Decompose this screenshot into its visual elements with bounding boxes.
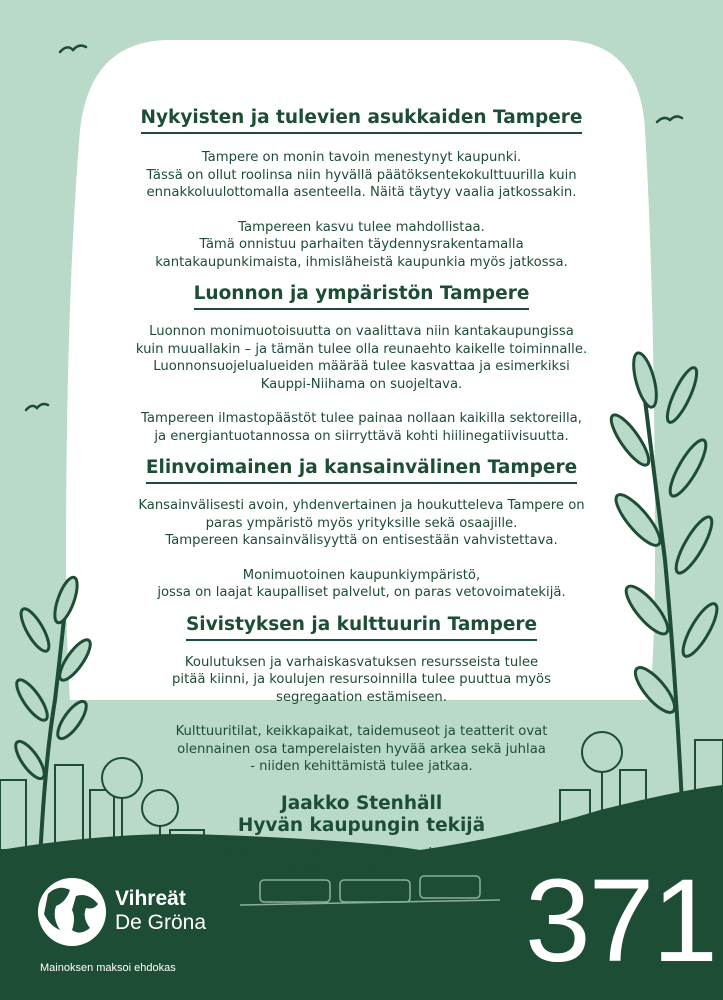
text-line: Koulutuksen ja varhaiskasvatuksen resursseista tulee [184, 654, 539, 670]
globe-logo-icon [38, 878, 106, 946]
brand-name-fi: Vihreät [115, 887, 186, 910]
paragraph [90, 219, 633, 272]
section-1 [90, 107, 633, 271]
text-line: - niiden kehittämistä tulee jatkaa. [250, 759, 473, 774]
section-heading: Luonnon ja ympäristön Tampere [194, 283, 530, 310]
text-line: Luonnonsuojelualueiden määrää tulee kasvattaa ja esimerkiksi [153, 359, 570, 374]
candidate-title: DI, kaupunginvaltuuston varapuheenjohtaja [216, 845, 507, 861]
candidate-name: Jaakko Stenhäll [280, 792, 443, 814]
text-line: olennainen osa tamperelaisten hyvää arkea sekä juhlaa [177, 741, 546, 757]
text-line: Tampereen kansainvälisyyttä on entisestään vahvistettava. [165, 533, 558, 548]
text-line: Tämä onnistuu parhaiten täydennysrakentamalla [199, 237, 524, 252]
paragraph [90, 410, 633, 445]
section-heading: Nykyisten ja tulevien asukkaiden Tampere [141, 107, 583, 134]
candidate-slogan: Hyvän kaupungin tekijä [237, 814, 486, 836]
text-line: paras ympäristö myös yrityksille sekä osaajille. [205, 515, 518, 531]
text-line: Luonnon monimuotoisuutta on vaalittava niin kantakaupungissa [149, 324, 574, 339]
text-line: Kulttuuritilat, keikkapaikat, taidemuseot ja teatterit ovat [175, 724, 548, 739]
candidate-number: 371 [525, 855, 716, 987]
text-line: Kauppi-Niihama on suojeltava. [260, 376, 463, 392]
text-line: Tampereen ilmastopäästöt tulee painaa nollaan kaikilla sektoreilla, [141, 411, 582, 426]
text-line: Tampereen kasvu tulee mahdollistaa. [238, 219, 485, 235]
candidate-website[interactable]: www.jaakkostenhall.fi [290, 863, 433, 878]
text-line: jossa on laajat kaupalliset palvelut, on paras vetovoimatekijä. [157, 585, 566, 600]
text-line: ja energiantuotannossa on siirryttävä kohti hiilinegatiivisuutta. [154, 428, 569, 444]
section-heading: Elinvoimainen ja kansainvälinen Tampere [146, 457, 577, 484]
section-4 [90, 614, 633, 776]
paragraph [90, 323, 633, 393]
section-2 [90, 283, 633, 445]
section-3 [90, 457, 633, 602]
article [90, 100, 633, 880]
brand-name-sv: De Gröna [115, 911, 207, 934]
text-line: kuin muuallakin – ja tämän tulee olla reunaehto kaikelle toiminnalle. [135, 341, 588, 357]
text-line: Tampere on monin tavoin menestynyt kaupunki. [201, 150, 522, 165]
text-line: Monimuotoinen kaupunkiympäristö, [242, 567, 481, 583]
text-line: segregaation estämiseen. [276, 689, 447, 705]
paragraph [90, 567, 633, 602]
text-line: Tässä on ollut roolinsa niin hyvällä päätöksentekokulttuurilla kuin [146, 167, 577, 183]
text-line: Kansainvälisesti avoin, yhdenvertainen ja houkutteleva Tampere on [138, 498, 585, 513]
paragraph [90, 654, 633, 707]
paragraph [90, 149, 633, 202]
text-line: kantakaupunkimaista, ihmisläheistä kaupunkia myös jatkossa. [155, 254, 568, 270]
paragraph [90, 497, 633, 550]
text-line: pitää kiinni, ja koulujen resursoinnilla tulee puuttua myös [172, 672, 551, 687]
text-line: ennakkoluulottomalla asenteella. Näitä täytyy vaalia jatkossakin. [146, 185, 577, 200]
paragraph [90, 723, 633, 776]
section-heading: Sivistyksen ja kulttuurin Tampere [186, 614, 537, 641]
ad-disclaimer: Mainoksen maksoi ehdokas [40, 962, 176, 974]
